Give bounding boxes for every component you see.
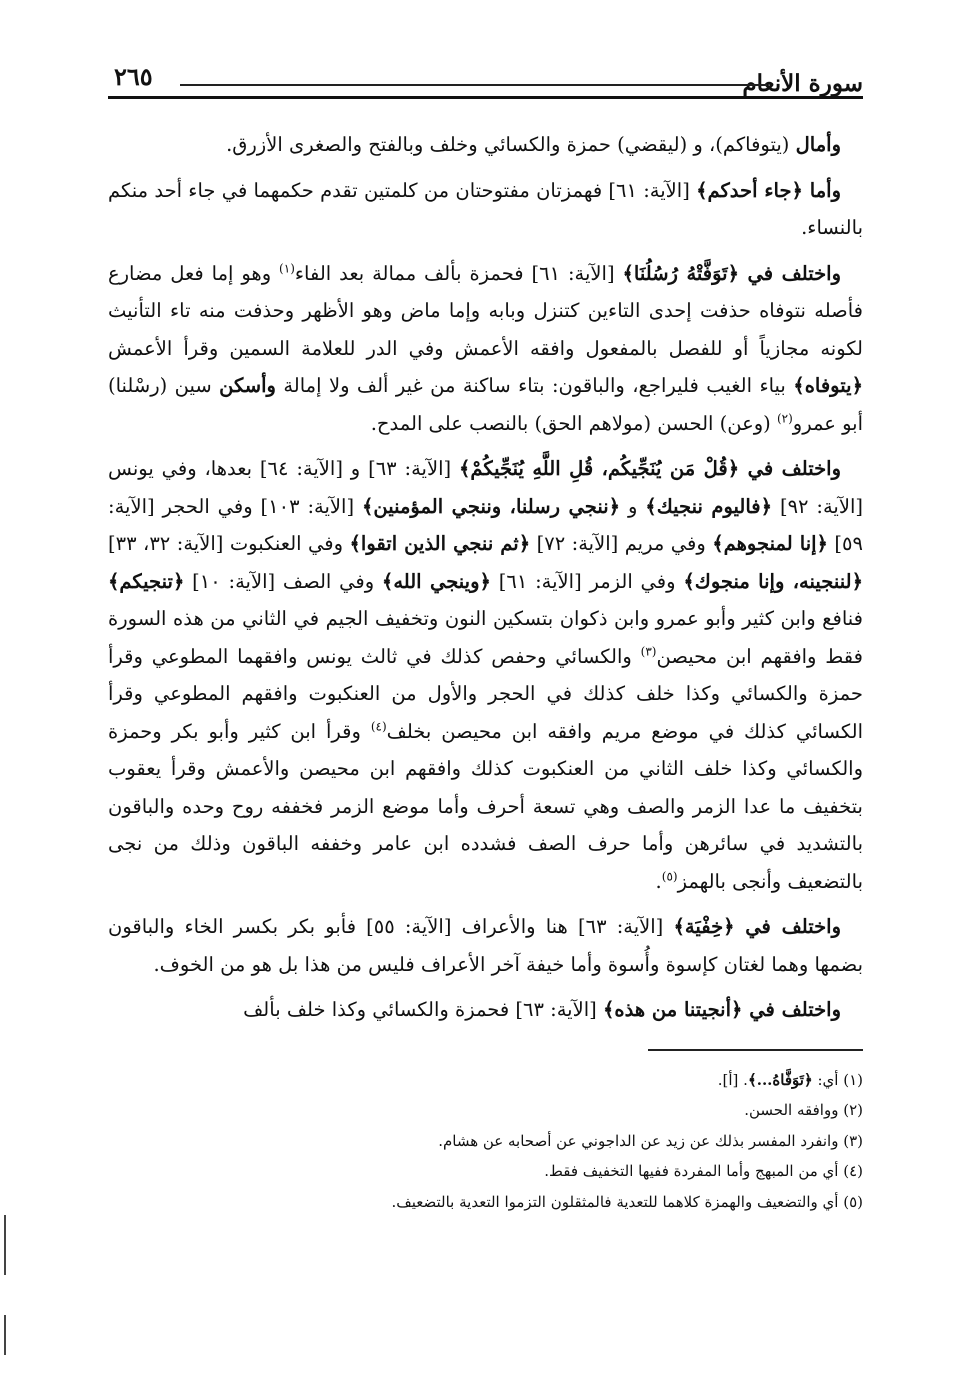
paragraph [108,172,863,247]
bold-text-run: واختلف في ﴿قُلْ مَن يُنَجِّيكُم، قُلِ اللَّهِ يُنَجِّيكُمْ﴾ [458,457,841,480]
footnote [108,1095,863,1126]
header-divider [108,96,863,99]
bold-text-run: ﴿يتوفاه﴾ [793,374,863,397]
footnotes [108,1065,863,1218]
bold-text-run: ﴿تَوَفَّاهُ...﴾ [747,1070,813,1089]
text-run: . [أ]. [717,1070,748,1089]
bold-text-run: وأما ﴿جاء أحدكم﴾ [696,178,841,202]
text-run: (٥) أي والتضعيف والهمزة كلاهما للتعدية فالمثقلون التزموا التعدية بالتضعيف. [391,1192,863,1211]
text-run: والكسائي وحفص كذلك في ثالث يونس وافقهما المطوعي وقرأ حمزة والكسائي وكذا خلف كذلك في الحجر والأول من العنكبوت وافقهم المطوعي وقرأ الكسائي كذلك في موضع مريم وافقه ابن محيصن بخلف [108,644,863,743]
bold-text-run: واختلف في ﴿خِفْيَة﴾ [673,915,841,938]
text-run: [الآية: ٦١] فهمزتان مفتوحتان من كلمتين تقدم حكمهما في جاء أحد منكم بالنساء. [108,178,863,239]
text-run: وفي الزمر [الآية: ٦١] [490,569,684,593]
bold-text-run: ﴿وينجي الله﴾ [381,569,491,593]
text-run: . [655,869,662,893]
bold-text-run: ﴿فاليوم ننجيك﴾ [645,494,773,518]
text-run: (٢) ووافقه الحسن. [744,1101,863,1119]
page-number: ٢٦٥ [114,62,153,91]
footnote-marker: (٥) [661,869,678,883]
text-run: وقرأ ابن كثير وأبو بكر وحمزة والكسائي وكذا خلف الثاني من العنكبوت كذلك وافقهم ابن محيصن والأعمش وقرأ يعقوب بتخفيف ما عدا الزمر والصف وهي تسعة أحرف وأما موضع الزمر فخففه روح وحده والباقون بالتشديد في سائرهن وأما حرف الصف فشدده ابن عامر وخففه الباقون وذلك من نجى بالتضعيف وأنجى بالهمز [108,719,863,893]
footnote [108,1065,863,1096]
text-run: وفي الصف [الآية: ١٠] [184,569,382,593]
text-run: (يتوفاكم)، و (ليقضي) حمزة والكسائي وخلف وبالفتح والصغرى الأزرق. [226,133,796,156]
scan-edge-mark [4,1215,6,1275]
text-run: فنافع وابن كثير وأبو عمرو وابن ذكوان بتسكين النون وتخفيف الجيم في الثاني من هذه السورة فقط وافقهم ابن محيصن [108,607,863,668]
scan-edge-mark [4,1315,6,1355]
text-run: (٣) وانفرد المفسر بذلك عن زيد عن الداجوني عن أصحابه عن هشام. [438,1131,863,1150]
text-run: سين (رسْلنا) أبو عمرو [108,374,863,435]
bold-text-run: ﴿تنجيكم﴾ [108,569,185,593]
text-run: وفي العنكبوت [الآية: ٣٢، ٣٣] [108,532,350,555]
text-run: [الآية: ٦٣] و [الآية: ٦٤] بعدها، وفي يونس [الآية: ٩٢] [108,457,864,518]
bold-text-run: وأسكن [219,374,276,397]
text-run: بياء الغيب فليراجع، والباقون: بتاء ساكنة من غير ألف ولا إمالة [275,374,794,397]
text-run: (٤) أي من المبهج وأما المفردة ففيها التخفيف فقط. [544,1162,863,1180]
bold-text-run: ﴿ننجي رسلنا، وننجي المؤمنين﴾ [361,494,621,518]
footnote [108,1156,863,1187]
bold-text-run: ﴿لننجينه، وإنا منجوك﴾ [683,569,863,593]
paragraph [108,126,863,164]
page-header [108,52,863,97]
paragraph [108,450,863,900]
text-run: [الآية: ١٠٣] وفي الحجر [الآية: ٥٩] [108,494,863,555]
footnote-divider [648,1049,863,1051]
footnote-marker: (٢) [776,411,793,425]
footnote-marker: (٣) [640,644,657,658]
footnote [108,1126,863,1157]
text-run: [الآية: ٦٣] هنا والأعراف [الآية: ٥٥] فأبو بكر بكسر الخاء والباقون بضمها وهما لغتان كإسوة وأُسوة وأما خيفة آخر الأعراف فليس من هذا بل هو من الخوف. [108,915,863,976]
paragraph [108,908,863,983]
main-text [108,126,863,1029]
text-run: وهو إما فعل مضارع فأصله نتوفاه حذفت إحدى التاءين كتنزل وبابه وإما ماض وهو الأظهر وحذفت منه تاء التأنيث لكونه مجازياً أو للفصل بالمفعول وافقه الأعمش وفي الدر للعلامة السمين وقرأ الأعمش [108,261,863,360]
footnote-marker: (١) [279,261,295,275]
surah-title: سورة الأنعام [742,70,863,97]
bold-text-run: وأمال [795,133,841,156]
header-rule [180,84,767,86]
paragraph [108,255,863,443]
book-page [108,52,863,1217]
text-run: (١) أي: [812,1070,863,1089]
footnote-marker: (٤) [370,719,387,733]
bold-text-run: واختلف في ﴿تَوَفَّتْهُ رُسُلُنَا﴾ [622,261,842,285]
footnote [108,1187,863,1218]
bold-text-run: ﴿إنا لمنجوهم﴾ [712,532,828,555]
bold-text-run: واختلف في ﴿أنجيتنا من هذه﴾ [602,998,841,1021]
text-run: [الآية: ٦٣] فحمزة والكسائي وكذا خلف بألف [243,998,603,1021]
bold-text-run: ﴿ثم ننجي الذين اتقوا﴾ [349,532,531,555]
text-run: [الآية: ٦١] فحمزة بألف ممالة بعد الفاء [294,261,623,285]
text-run: (وعن) الحسن (مولاهم الحق) بالنصب على المدح. [370,411,777,435]
paragraph [108,991,863,1029]
text-run: و [620,494,646,518]
text-run: وفي مريم [الآية: ٧٢] [530,532,713,555]
